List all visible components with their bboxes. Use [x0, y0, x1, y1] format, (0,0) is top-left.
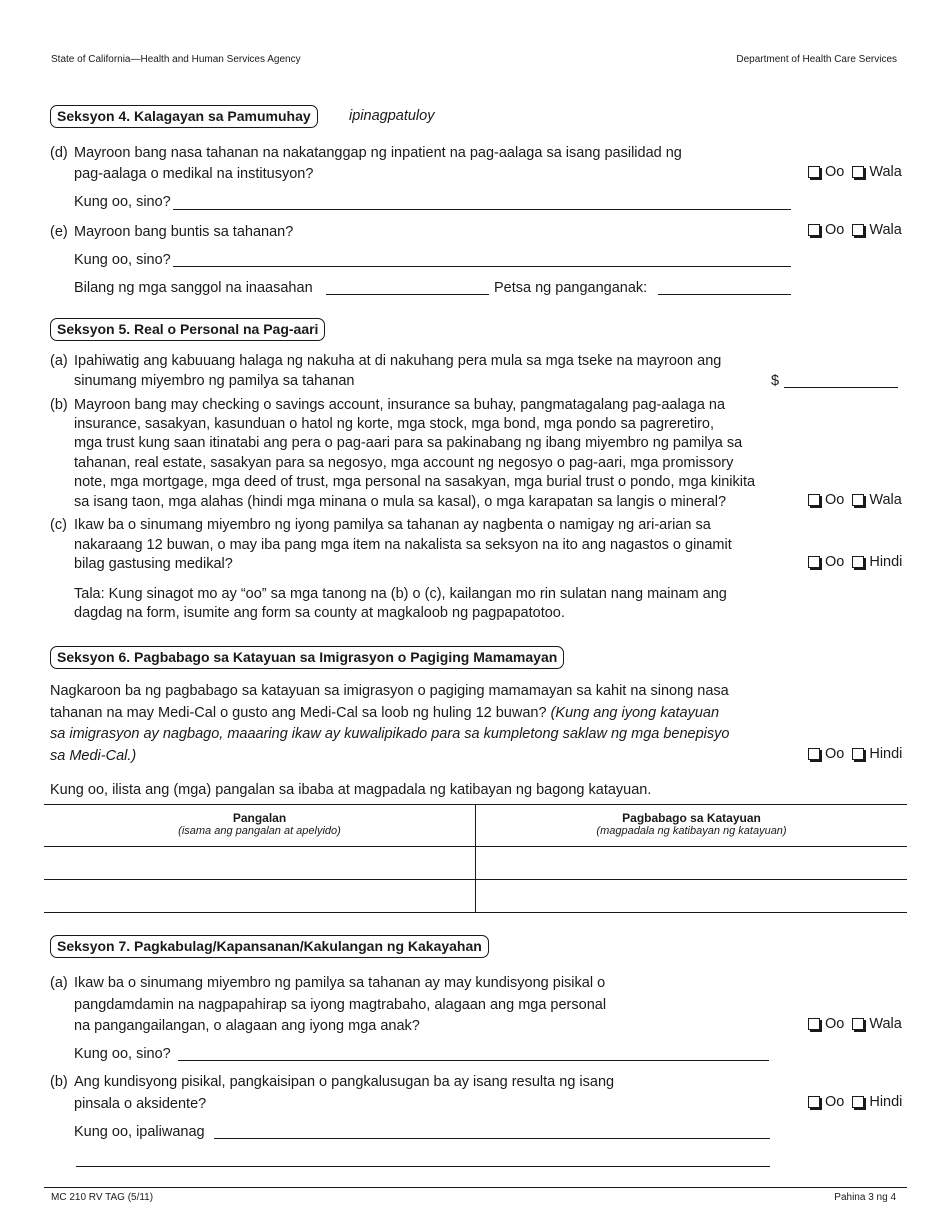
question-note: sa Medi-Cal.)	[50, 748, 137, 764]
yes-no-choice	[808, 222, 902, 238]
no-label: Wala	[869, 222, 902, 238]
column-title: Pagbabago sa Katayuan	[622, 811, 761, 825]
who-input-line[interactable]	[173, 209, 791, 210]
no-label: Wala	[869, 1016, 902, 1032]
question-text: Ikaw ba o sinumang miyembro ng pamilya sa tahanan ay may kundisyong pisikal o	[74, 975, 606, 991]
question-label: (a)	[50, 975, 68, 991]
question-label: (c)	[50, 517, 67, 533]
yes-no-choice	[808, 746, 902, 762]
section-7-title: Seksyon 7. Pagkabulag/Kapansanan/Kakulangan ng Kakayahan	[50, 935, 489, 958]
no-label: Hindi	[869, 1094, 903, 1110]
explain-label: Kung oo, ipaliwanag	[74, 1124, 205, 1140]
yes-label: Oo	[825, 554, 845, 570]
yes-label: Oo	[825, 1094, 845, 1110]
instruction-text: Kung oo, ilista ang (mga) pangalan sa ibaba at magpadala ng katibayan ng bagong katayuan.	[50, 782, 652, 798]
name-column-header	[44, 805, 476, 847]
explain-input-line[interactable]	[214, 1138, 770, 1139]
question-text: na pangangailangan, o alagaan ang iyong mga anak?	[74, 1018, 420, 1034]
babies-label: Bilang ng mga sanggol na inaasahan	[74, 280, 313, 296]
question-text: Ang kundisyong pisikal, pangkaisipan o pangkalusugan ba ay isang resulta ng isang	[74, 1074, 615, 1090]
due-date-input-line[interactable]	[658, 294, 791, 295]
yes-label: Oo	[825, 1016, 845, 1032]
yes-no-choice	[808, 1016, 902, 1032]
question-label: (d)	[50, 145, 68, 161]
no-checkbox[interactable]	[852, 494, 864, 506]
column-title: Pangalan	[232, 811, 287, 825]
no-checkbox[interactable]	[852, 224, 864, 236]
yes-checkbox[interactable]	[808, 556, 820, 568]
yes-checkbox[interactable]	[808, 494, 820, 506]
dollar-sign: $	[771, 373, 780, 389]
form-number: MC 210 RV TAG (5/11)	[51, 1192, 154, 1203]
amount-input-line[interactable]	[784, 387, 898, 388]
question-text-part: tahanan na may Medi-Cal o gusto ang Medi-Cal sa loob ng huling 12 buwan?	[50, 705, 547, 721]
babies-input-line[interactable]	[326, 294, 489, 295]
yes-checkbox[interactable]	[808, 166, 820, 178]
column-subtitle: (magpadala ng katibayan ng katayuan)	[596, 825, 787, 837]
due-date-label: Petsa ng panganganak:	[494, 280, 648, 296]
question-text: Ipahiwatig ang kabuuang halaga ng nakuha at di nakuhang pera mula sa mga tseke na mayroon ang	[74, 353, 722, 369]
question-text: Mayroon bang may checking o savings account, insurance sa buhay, pangmatagalang pag-aalaga na	[74, 397, 726, 413]
status-column-header	[476, 805, 908, 847]
agency-header: State of California—Health and Human Services Agency	[51, 54, 301, 65]
yes-label: Oo	[825, 222, 845, 238]
who-label: Kung oo, sino?	[74, 194, 171, 210]
no-label: Wala	[869, 164, 902, 180]
question-text: bilag gastusing medikal?	[74, 556, 233, 572]
question-label: (b)	[50, 397, 68, 413]
table-row	[44, 847, 907, 880]
column-subtitle: (isama ang pangalan at apelyido)	[178, 825, 341, 837]
page-number: Pahina 3 ng 4	[834, 1192, 896, 1203]
question-text: pangdamdamin na nagpapahirap sa iyong magtrabaho, alagaan ang mga personal	[74, 997, 607, 1013]
question-note: sa imigrasyon ay nagbago, maaaring ikaw ay kuwalipikado para sa kumpletong saklaw ng mga benepisyo	[50, 726, 730, 742]
question-text: pag-aalaga o medikal na institusyon?	[74, 166, 314, 182]
question-text: nakaraang 12 buwan, o may iba pang mga item na nakalista sa seksyon na ito ang nagastos o ginamit	[74, 537, 732, 553]
explain-input-line-2[interactable]	[76, 1166, 770, 1167]
question-text: insurance, sasakyan, kasunduan o hatol ng korte, mga stock, mga bond, mga pondo sa pagreretiro,	[74, 416, 714, 432]
no-label: Hindi	[869, 554, 903, 570]
yes-checkbox[interactable]	[808, 224, 820, 236]
no-checkbox[interactable]	[852, 1018, 864, 1030]
question-text: tahanan, real estate, sasakyan para sa negosyo, mga account ng negosyo o pag-aari, mga promissory	[74, 455, 734, 471]
yes-checkbox[interactable]	[808, 1018, 820, 1030]
question-text: pinsala o aksidente?	[74, 1096, 207, 1112]
section-4-title: Seksyon 4. Kalagayan sa Pamumuhay	[50, 105, 318, 128]
status-cell[interactable]	[476, 880, 908, 913]
no-checkbox[interactable]	[852, 556, 864, 568]
note-text: dagdag na form, isumite ang form sa county at magkaloob ng pagpapatotoo.	[74, 605, 565, 621]
table-header-row	[44, 805, 907, 847]
section-4-continued: ipinagpatuloy	[349, 108, 435, 124]
no-checkbox[interactable]	[852, 166, 864, 178]
who-label: Kung oo, sino?	[74, 252, 171, 268]
question-text: Mayroon bang nasa tahanan na nakatanggap ng inpatient na pag-aalaga sa isang pasilidad ng	[74, 145, 682, 161]
question-text: sinumang miyembro ng pamilya sa tahanan	[74, 373, 355, 389]
immigration-table	[44, 804, 907, 913]
yes-no-choice	[808, 492, 902, 508]
name-cell[interactable]	[44, 847, 476, 880]
who-input-line[interactable]	[173, 266, 791, 267]
footer-rule	[44, 1187, 907, 1188]
question-text: Ikaw ba o sinumang miyembro ng iyong pamilya sa tahanan ay nagbenta o namigay ng ari-arian sa	[74, 517, 711, 533]
name-cell[interactable]	[44, 880, 476, 913]
question-label: (a)	[50, 353, 68, 369]
yes-label: Oo	[825, 164, 845, 180]
status-cell[interactable]	[476, 847, 908, 880]
question-text	[50, 703, 719, 723]
note-text: Tala: Kung sinagot mo ay “oo” sa mga tanong na (b) o (c), kailangan mo rin sulatan nang mainam ang	[74, 586, 727, 602]
question-note-part: (Kung ang iyong katayuan	[550, 705, 720, 721]
department-header: Department of Health Care Services	[736, 54, 897, 65]
question-label: (e)	[50, 224, 68, 240]
question-text: Mayroon bang buntis sa tahanan?	[74, 224, 294, 240]
yes-label: Oo	[825, 746, 845, 762]
question-text: Nagkaroon ba ng pagbabago sa katayuan sa imigrasyon o pagiging mamamayan sa kahit na sinong nasa	[50, 683, 729, 699]
yes-no-choice	[808, 1094, 902, 1110]
question-text: note, mga mortgage, mga deed of trust, mga personal na sasakyan, mga burial trust o pondo, mga kinikita	[74, 474, 756, 490]
yes-label: Oo	[825, 492, 845, 508]
yes-checkbox[interactable]	[808, 748, 820, 760]
no-label: Hindi	[869, 746, 903, 762]
section-5-title: Seksyon 5. Real o Personal na Pag-aari	[50, 318, 325, 341]
no-checkbox[interactable]	[852, 1096, 864, 1108]
table-row	[44, 880, 907, 913]
no-checkbox[interactable]	[852, 748, 864, 760]
who-input-line[interactable]	[178, 1060, 769, 1061]
question-text: mga trust kung saan itinatabi ang pera o pag-aari para sa pakinabang ng ibang miyembro ng pamilya sa	[74, 435, 743, 451]
yes-checkbox[interactable]	[808, 1096, 820, 1108]
who-label: Kung oo, sino?	[74, 1046, 171, 1062]
question-text: sa isang taon, mga alahas (hindi mga minana o mula sa kasal), o mga karapatan sa langis o mineral?	[74, 494, 727, 510]
yes-no-choice	[808, 164, 902, 180]
yes-no-choice	[808, 554, 902, 570]
no-label: Wala	[869, 492, 902, 508]
section-6-title: Seksyon 6. Pagbabago sa Katayuan sa Imigrasyon o Pagiging Mamamayan	[50, 646, 564, 669]
question-label: (b)	[50, 1074, 68, 1090]
